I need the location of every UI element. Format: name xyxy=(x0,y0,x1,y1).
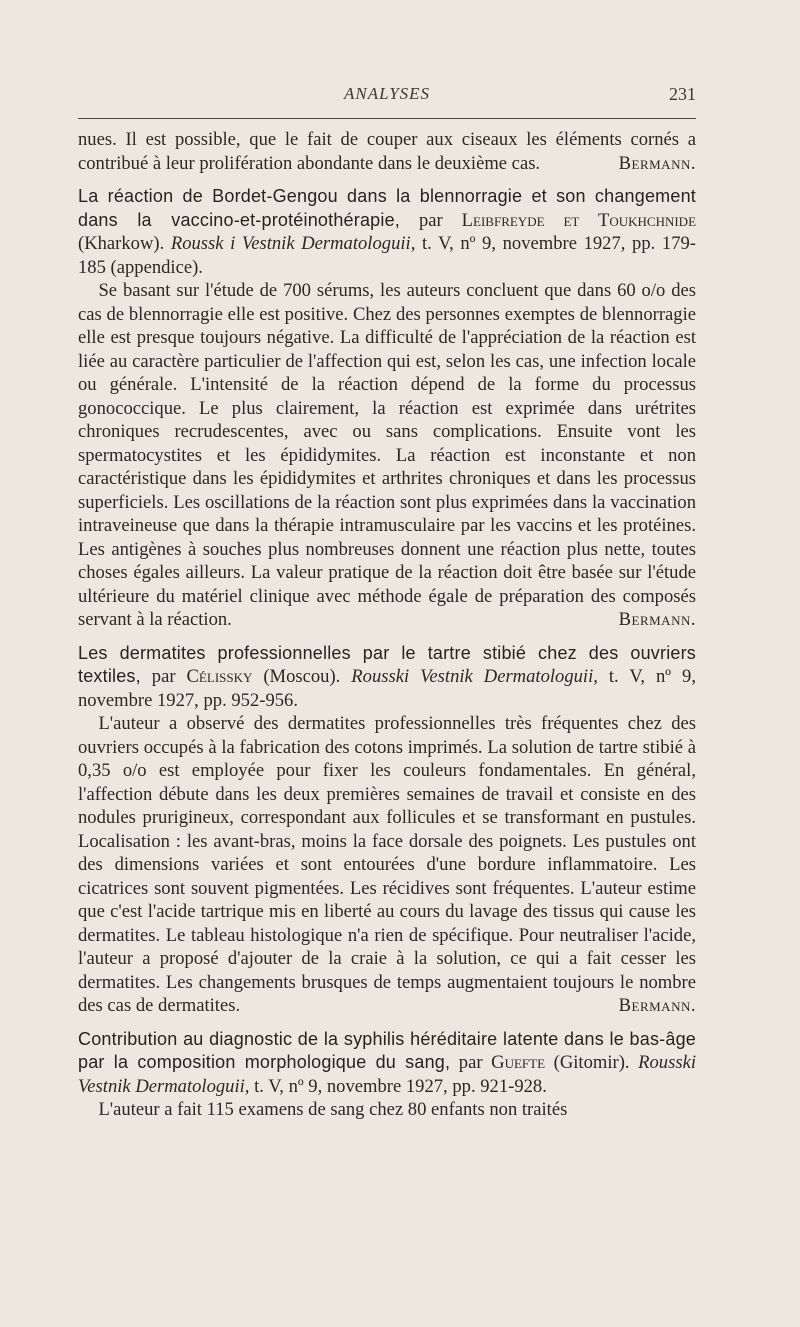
article-title: Les dermatites professionnelles par le tartre stibié chez des ouvriers textiles, xyxy=(78,642,696,686)
article-journal: Rousski Vestnik Dermatologuii, xyxy=(351,666,598,687)
article-par: par xyxy=(450,1052,492,1073)
article-place: (Kharkow). xyxy=(78,233,171,254)
article-authors: Leibfreyde et Toukhchnide xyxy=(461,209,697,231)
article-place: (Moscou). xyxy=(252,666,352,687)
header-rule xyxy=(78,118,696,119)
signature: Bermann. xyxy=(618,609,696,630)
article-dermatites-professionnelles xyxy=(78,642,696,1018)
article-authors: Célissky xyxy=(186,666,253,687)
page-content xyxy=(78,128,696,1122)
article-body xyxy=(78,1098,696,1122)
article-citation: t. V, nº 9, novembre 1927, pp. 921-928. xyxy=(249,1075,547,1097)
article-body xyxy=(78,712,696,1018)
article-body-text: L'auteur a fait 115 examens de sang chez 80 enfants non traités xyxy=(98,1099,568,1120)
article-authors: Guefte xyxy=(491,1052,546,1073)
signature: Bermann. xyxy=(618,995,696,1016)
continuation-block xyxy=(78,128,696,175)
running-title: ANALYSES xyxy=(343,84,431,103)
running-head xyxy=(78,84,696,112)
article-heading xyxy=(78,185,696,279)
continuation-text: nues. Il est possible, que le fait de couper aux ciseaux les éléments cornés a contribué à leur prolifération abondante dans le deuxième cas. xyxy=(78,129,696,174)
article-par: par xyxy=(400,209,462,231)
article-par: par xyxy=(140,666,187,687)
article-heading xyxy=(78,1028,696,1099)
article-body xyxy=(78,279,696,632)
article-journal: Rousski Vestnik Dermatologuii, xyxy=(78,1052,696,1097)
article-title: Contribution au diagnostic de la syphilis héréditaire latente dans le bas-âge par la composition morphologique du sang, xyxy=(78,1028,696,1072)
article-syphilis-hereditaire xyxy=(78,1028,696,1122)
article-journal: Roussk i Vestnik Dermatologuii, xyxy=(170,233,416,254)
article-bordet-gengou xyxy=(78,185,696,632)
signature: Bermann. xyxy=(618,152,696,174)
article-heading xyxy=(78,642,696,713)
page-number: 231 xyxy=(669,84,696,104)
article-body-text: L'auteur a observé des dermatites professionnelles très fréquentes chez des ouvriers occupés à la fabrication des cotons imprimés. La solution de tartre stibié à 0,35 o/o est employée pour fixer les couleurs fondamentales. En général, l'affection débute dans les deux premières semaines de travail et consiste en des nodules prurigineux, correspondant aux follicules et se transformant en pustules. Localisation : les avant-bras, moins la face dorsale des poignets. Les pustules ont des dimensions variées et sont entourées d'une bordure inflammatoire. Les cicatrices sont souvent pigmentées. Les récidives sont fréquentes. L'auteur estime que c'est l'acide tartrique mis en liberté au cours du lavage des tissus qui cause les dermatites. Le tableau histologique n'a rien de spécifique. Pour neutraliser l'acide, l'auteur a proposé d'ajouter de la craie à la solution, ce qui a fait cesser les dermatites. Les changements brusques de temps augmentaient toujours le nombre des cas de dermatites. xyxy=(78,713,696,1016)
article-body-text: Se basant sur l'étude de 700 sérums, les auteurs concluent que dans 60 o/o des cas de blennorragie elle est positive. Chez des personnes exemptes de blennorragie elle est presque toujours négative. La difficulté de l'appréciation de la réaction est liée au caractère particulier de l'affection qui est, selon les cas, une infection locale ou générale. L'intensité de la réaction dépend de la forme du processus gonococcique. Le plus clairement, la réaction est exprimée dans urétrites chroniques recrudescentes, avec ou sans complications. Ensuite vont les spermatocystites et les épididymites. La réaction est inconstante et non caractéristique dans les épididymites et arthrites chroniques et dans les processus superficiels. Les oscillations de la réaction sont plus exprimées dans la vaccination intraveineuse que dans la thérapie intramusculaire par les vaccins et les protéines. Les antigènes à souches plus nombreuses donnent une réaction plus nette, toutes choses égales ailleurs. La valeur pratique de la réaction doit être basée sur l'étude ultérieure du matériel clinique avec méthode égale de préparation des composés servant à la réaction. xyxy=(78,280,696,630)
article-citation: t. V, nº 9, novembre 1927, pp. 179-185 (appendice). xyxy=(78,233,696,278)
continuation-paragraph xyxy=(78,128,696,175)
article-place: (Gitomir). xyxy=(545,1052,639,1073)
article-title: La réaction de Bordet-Gengou dans la blennorragie et son changement dans la vaccino-et-protéinothérapie, xyxy=(78,186,696,230)
article-citation: t. V, nº 9, novembre 1927, pp. 952-956. xyxy=(78,666,696,711)
